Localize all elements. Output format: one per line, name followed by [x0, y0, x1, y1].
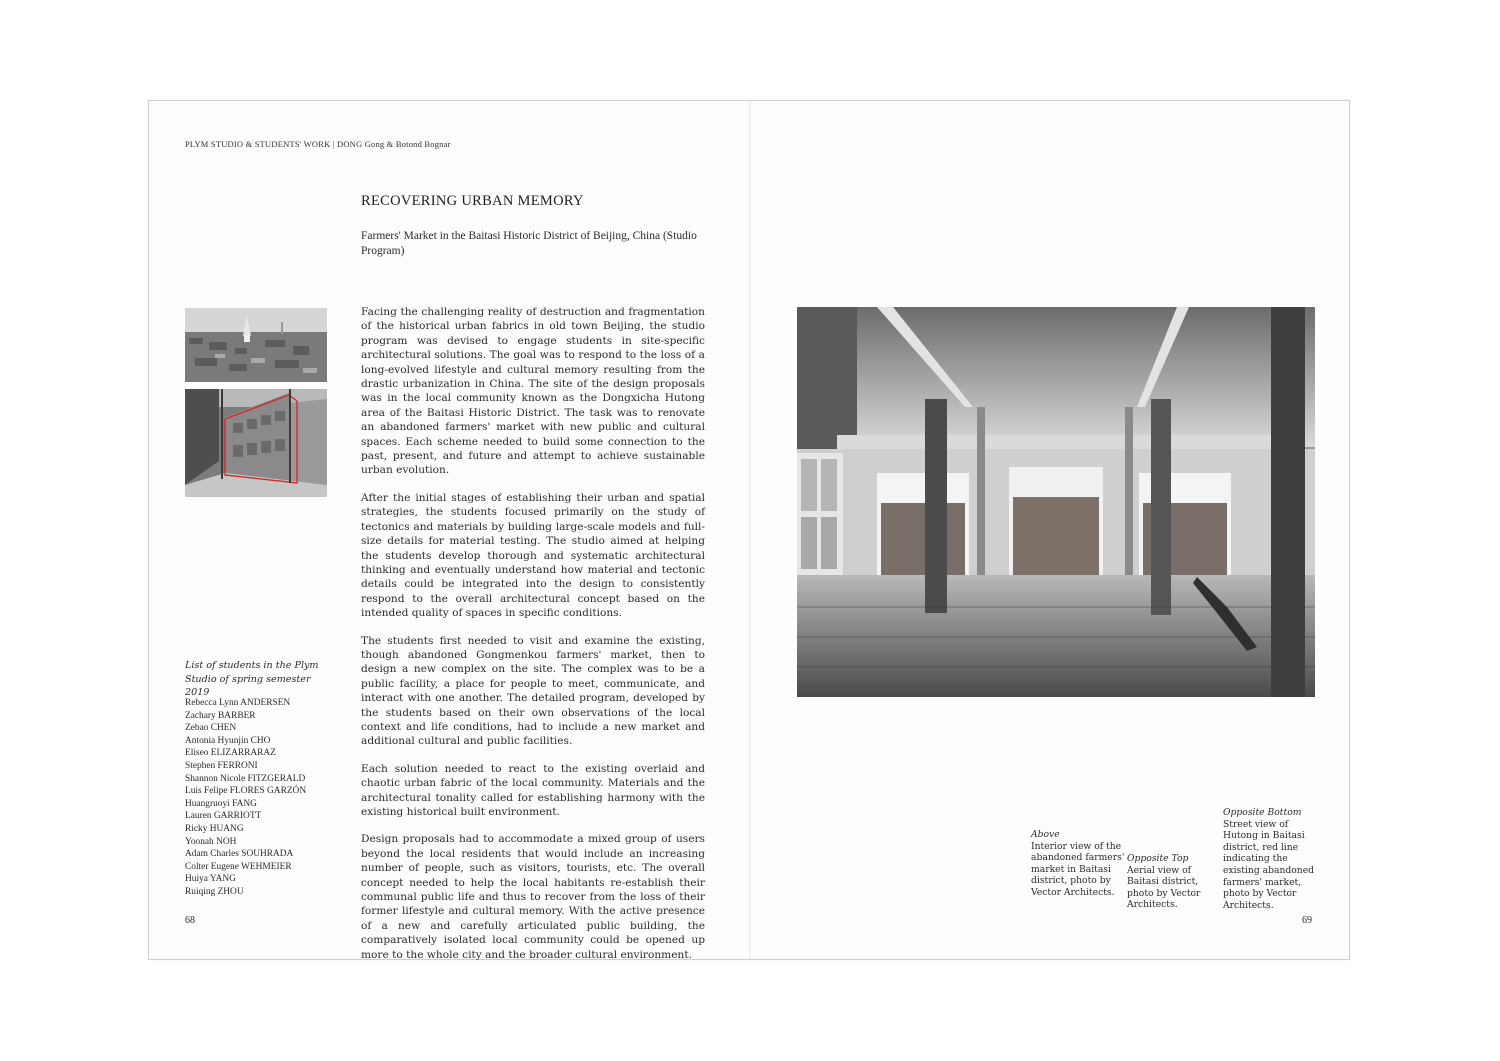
student-name: Ruiqing ZHOU: [185, 886, 244, 897]
caption-opposite-bottom: [1223, 807, 1315, 911]
caption-top-heading: Opposite Top: [1127, 853, 1189, 864]
student-name: Ricky HUANG: [185, 823, 244, 834]
interior-view-drawing: [797, 307, 1315, 697]
magazine-spread: [148, 100, 1350, 960]
student-name: Yoonah NOH: [185, 836, 237, 847]
article-title: RECOVERING URBAN MEMORY: [361, 193, 584, 209]
student-name: Colter Eugene WEHMEIER: [185, 861, 292, 872]
street-view-drawing: [185, 389, 327, 497]
caption-opposite-top: [1127, 853, 1219, 911]
page-number-left: 68: [185, 915, 195, 926]
paragraph-4: Each solution needed to react to the existing overlaid and chaotic urban fabric of the local community. Materials and the architectural tonality called for establishing harmony with the existing historical built environment.: [361, 762, 705, 818]
paragraph-5: Design proposals had to accommodate a mixed group of users beyond the local residents that would include an increasing number of people, such as visitors, tourists, etc. The overall concept needed to help the local habitants re-establish their communal public life and thus to recover from the loss of their former lifestyle and cultural memory. With the active presence of a new and carefully articulated public building, the comparatively isolated local community could be opened up more to the whole city and the broader cultural environment.: [361, 833, 705, 961]
student-name: Zachary BARBER: [185, 710, 256, 721]
student-name: Huiya YANG: [185, 874, 236, 885]
student-name: Huangruoyi FANG: [185, 798, 257, 809]
caption-above-heading: Above: [1031, 829, 1060, 840]
page-number-right: 69: [1302, 915, 1312, 926]
paragraph-2: After the initial stages of establishing their urban and spatial strategies, the students focused primarily on the study of tectonics and materials by building large-scale models and full-size details for material testing. The studio aimed at helping the students develop thorough and systematic architectural thinking and eventually understand how material and tectonic details could be integrated into the design to consistently respond to the overall architectural concept based on the intended quality of spaces in specific conditions.: [361, 491, 705, 620]
paragraph-3: The students first needed to visit and examine the existing, though abandoned Gongmenkou farmers' market, then to design a new complex on the site. The complex was to be a public facility, a place for people to meet, communicate, and interact with one another. The detailed program, developed by the students based on their own observations of the local context and life conditions, had to include a new market and additional cultural and public facilities.: [361, 634, 705, 748]
student-name: Lauren GARRIOTT: [185, 811, 262, 822]
student-name: Eliseo ELIZARRARAZ: [185, 748, 276, 759]
student-name: Rebecca Lynn ANDERSEN: [185, 698, 291, 708]
student-name: Luis Felipe FLORES GARZÓN: [185, 786, 307, 797]
student-name: Antonia Hyunjin CHO: [185, 735, 271, 746]
student-name: Zebao CHEN: [185, 723, 237, 734]
caption-bottom-text: Street view of Hutong in Baitasi district, red line indicating the existing abandoned farmers' market, photo by Vector Architects.: [1223, 818, 1315, 911]
student-name: Stephen FERRONI: [185, 760, 258, 771]
aerial-view-drawing: [185, 308, 327, 382]
article-body: [361, 305, 705, 975]
article-subtitle: Farmers' Market in the Baitasi Historic District of Beijing, China (Studio Program): [361, 230, 697, 257]
interior-view-photo: [797, 307, 1315, 697]
page-gutter: [749, 101, 751, 959]
caption-above: [1031, 829, 1125, 899]
caption-bottom-heading: Opposite Bottom: [1223, 807, 1302, 818]
students-list: [185, 697, 355, 899]
aerial-view-photo: [185, 308, 327, 382]
student-name: Shannon Nicole FITZGERALD: [185, 773, 306, 784]
caption-above-text: Interior view of the abandoned farmers' market in Baitasi district, photo by Vector Architects.: [1031, 840, 1125, 898]
running-head: PLYM STUDIO & STUDENTS' WORK | DONG Gong & Botond Bognar: [185, 139, 451, 149]
student-name: Adam Charles SOUHRADA: [185, 849, 294, 860]
students-list-caption: List of students in the Plym Studio of spring semester 2019: [185, 660, 319, 698]
paragraph-1: Facing the challenging reality of destruction and fragmentation of the historical urban fabrics in old town Beijing, the studio program was devised to engage students in site-specific architectural solutions. The goal was to respond to the loss of a long-evolved lifestyle and cultural memory resulting from the drastic urbanization in China. The site of the design proposals was in the local community known as the Dongxicha Hutong area of the Baitasi Historic District. The task was to renovate an abandoned farmers' market with new public and cultural spaces. Each scheme needed to build some connection to the past, present, and future and attempt to achieve sustainable urban evolution.: [361, 306, 705, 477]
caption-top-text: Aerial view of Baitasi district, photo by Vector Architects.: [1127, 864, 1201, 911]
street-view-photo: [185, 389, 327, 497]
